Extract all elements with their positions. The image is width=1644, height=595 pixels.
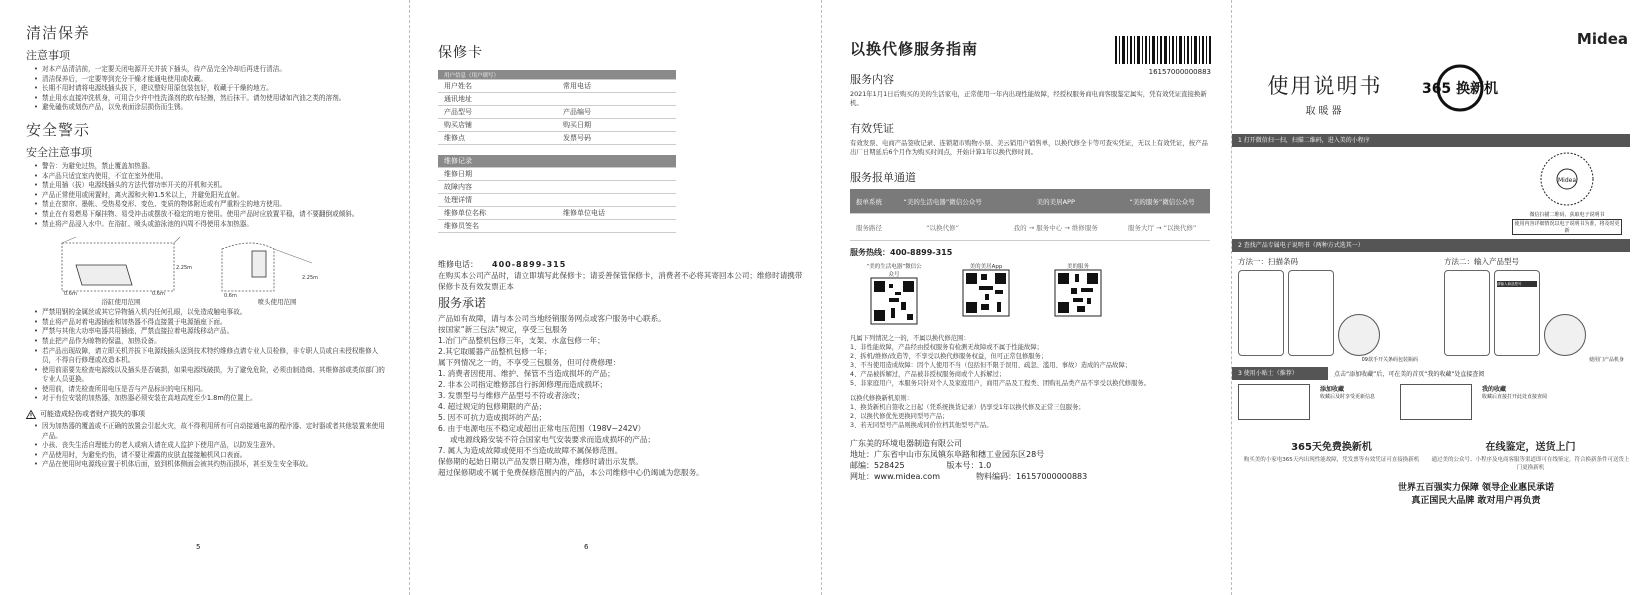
barcode-graphic — [1115, 36, 1211, 64]
list-item: • 严禁与其他大功率电器共用插座，严禁直接拉着电源线移动产品。 — [36, 327, 391, 337]
bathroom-diagrams — [56, 235, 391, 306]
step-3-hint: 点击“添加收藏”后，可在美的首页“我的收藏”处直接查阅 — [1334, 371, 1485, 378]
field-label — [557, 168, 676, 181]
table-row — [438, 220, 676, 233]
hotline-number: 400-8899-315 — [492, 260, 567, 269]
slogan-line: 世界五百强实力保障 领导企业惠民承诺 — [1397, 483, 1555, 493]
svg-text:365 换新机: 365 换新机 — [1421, 81, 1499, 97]
service-content-text: 2021年1月1日后购买的美的生活家电，正常使用一年内出现性能故障，经授权服务商电商客服鉴定属实，凭有效凭证直接换新机。 — [850, 90, 1207, 107]
safety-list-2 — [26, 308, 391, 404]
service-channel-table — [850, 189, 1210, 241]
cleaning-notes-heading: 注意事项 — [26, 49, 70, 62]
field-label — [557, 194, 676, 207]
list-item: • 小孩、丧失生活自理能力的老人或病人请在成人监护下使用产品，以防发生意外。 — [36, 441, 391, 451]
list-item: 5、非家庭用户，本服务只针对个人及家庭用户，商用产品及工程类、团购礼品类产品不享受以换代修服务。 — [850, 380, 1150, 387]
table-row — [438, 207, 676, 220]
list-item: • 禁止将产品浸入水中。在浴缸、喷头或游泳池的四周不得使用本加热器。 — [36, 220, 391, 230]
exchange-rules-list — [850, 403, 1211, 430]
warning-title: 可能造成轻伤或者财产损失的事项 — [40, 410, 145, 419]
exchange-badge-icon — [1421, 60, 1612, 116]
search-input[interactable]: 请输入商品型号 — [1497, 281, 1537, 287]
list-item: • 警告：为避免过热，禁止覆盖加热器。 — [36, 162, 391, 172]
field-label: 购买日期 — [557, 119, 676, 132]
list-item: • 对于有位安装的加热器，加热器必须安装在高地高度至少1.8m的位置上。 — [36, 394, 391, 404]
favorites-tip — [1232, 380, 1630, 424]
text-line: 3. 发票型号与维修产品型号不符或者涂改； — [438, 391, 585, 400]
dimension-label: 0.6m — [64, 291, 77, 298]
field-label: 常用电话 — [557, 80, 676, 93]
safety-title: 安全警示 — [26, 120, 91, 139]
repair-hotline — [438, 259, 803, 270]
step-3-bar: 3 使用小贴士（推荐） — [1232, 367, 1328, 380]
list-item: • 产品正常使用或闲置时，离火源和火种1.5米以上，并避免阳光直射。 — [36, 191, 391, 201]
qr-wechat-life — [866, 262, 922, 326]
list-item: 2、拆机/维修/改造等，不享受以换代修服务权益，但可正常包修服务； — [850, 353, 1048, 360]
qr-code-row — [866, 262, 1211, 326]
benefits — [1232, 438, 1630, 472]
text-line: 6. 由于电源电压不稳定或超出正常电压范围（198V~242V） — [438, 424, 646, 433]
step-1-content — [1232, 147, 1630, 235]
field-label: 产品型号 — [438, 106, 557, 119]
list-item: • 清洁保养后，一定要等到充分干燥才能通电使用或收藏。 — [36, 75, 391, 85]
list-item: • 若产品出现故障，请立即关机并拔下电源线插头送到技术特约维修点请专业人员检修，非专职人员或自未授权维修人员，不得自行修理或改造本机。 — [36, 347, 391, 366]
qr-caption: 使用内容详细情况以电子说明书为准，将及时更新 — [1512, 219, 1622, 235]
page-number: 5 — [196, 543, 201, 551]
qr-label: 美的美居App — [969, 264, 1003, 270]
company-name: 广东美的环境电器制造有限公司 — [850, 439, 962, 448]
company-address: 地址：广东省中山市东凤镇东阜路和穗工业园东区28号 — [850, 450, 1045, 459]
list-item: • 产品使用时，为避免灼伤，请不要让裸露的皮肤直接接触机风口表面。 — [36, 451, 391, 461]
list-item: 3、不当使用造成故障：因个人使用不当（包括但不限于误用、疏忽、滥用、事故）造成的产品故障； — [850, 362, 1132, 369]
shower-diagram — [212, 235, 342, 306]
text-line: 2. 非本公司指定维修部自行拆卸修理而造成损坏； — [438, 380, 608, 389]
field-label: 用户姓名 — [438, 80, 557, 93]
magnifier-icon — [1338, 314, 1380, 356]
service-promise-text — [438, 313, 803, 478]
field-label: 维修点 — [438, 132, 557, 145]
field-label: 产品编号 — [557, 106, 676, 119]
list-item: • 禁止用插（拔）电源线插头的方法代替功率开关的开机和关机。 — [36, 181, 391, 191]
field-label: 发票号码 — [557, 132, 676, 145]
service-promise-title: 服务承诺 — [438, 296, 487, 310]
list-item: • 禁止把产品作为晾物的保温，加热设备。 — [36, 337, 391, 347]
benefit-delivery — [1431, 438, 1630, 472]
manual-title: 使用说明书 — [1267, 74, 1383, 98]
section-heading: 服务内容 — [850, 73, 894, 86]
text-line: 按国家“新三包法”规定，享受三包服务 — [438, 325, 568, 334]
cover-title-block — [1240, 70, 1410, 117]
service-hotline: 服务热线：400-8899-315 — [850, 248, 953, 257]
text-line: 属下列情况之一的，不享受三包服务，但可付费修理： — [438, 358, 621, 367]
qr-code-icon — [871, 278, 917, 324]
table-header: “美的服务”微信公众号 — [1114, 189, 1210, 214]
repair-record-table — [438, 155, 676, 233]
midea-logo: Midea — [1576, 30, 1628, 48]
qr-label: “美的生活电器”微信公众号 — [866, 264, 922, 278]
valid-proof-text: 有效发票、电商产品签收记录、连锁超市购物小票、美云销用户销售单，以换代修全卡等可查实凭证，无以上有效凭证，按产品出厂日期延后6个月作为购买时间点，开始计算1年以换代修时间。 — [850, 139, 1208, 156]
field-label: 维修单位电话 — [557, 207, 676, 220]
fav-sub: 收藏后及时享受更新信息 — [1320, 394, 1376, 400]
fav-sub: 收藏后直接打开此处直接查阅 — [1482, 394, 1548, 400]
step-2-bar: 2 查找产品专属电子说明书（两种方式选其一） — [1232, 239, 1630, 252]
page-cleaning-safety — [0, 0, 410, 595]
list-item: 2、以换代修优先更换同型号产品； — [850, 413, 949, 420]
list-item: • 严禁用钢的金属丝或其它异物插入机内任何孔眼，以免造成触电事故。 — [36, 308, 391, 318]
text-line: 超过保修期或不属于免费保修范围内的产品，本公司维修中心仍竭诚为您服务。 — [438, 468, 704, 477]
phone-screen — [1238, 270, 1284, 356]
list-item: 1、换货新机自签收之日起（凭系统换货记录）仍享受1年以换代修及正常三包服务； — [850, 404, 1085, 411]
mini-program-code — [1512, 151, 1622, 235]
page-number: 6 — [584, 543, 589, 551]
qr-label: 美的服务 — [1066, 264, 1089, 270]
step-3-row — [1232, 367, 1630, 380]
qr-code-icon — [1055, 270, 1101, 316]
cleaning-title: 清洁保养 — [26, 24, 91, 42]
table-cell: “以换代修” — [888, 214, 997, 241]
section-heading: 有效凭证 — [850, 122, 894, 135]
method-label: 方法二：输入产品型号 — [1444, 257, 1519, 266]
field-label: 故障内容 — [438, 181, 557, 194]
text-line: 产品如有故障，请与本公司当地经销服务网点或客户服务中心联系。 — [438, 314, 666, 323]
list-item: • 使用前需要先检查电源线以及插头是否破损，如果电源线破损，为了避免危险，必须由制造商、其维修部或类似部门的专业人员更换。 — [36, 366, 391, 385]
table-cell: 我的 → 服务中心 → 维修服务 — [997, 214, 1114, 241]
field-label: 维修单位名称 — [438, 207, 557, 220]
text-line: 或电源线路安装不符合国家电气安装要求而造成损坏的产品； — [450, 435, 656, 444]
table-row — [438, 168, 676, 181]
list-item: • 禁止将产品对着电源插座和加热器不得直接置于电源插座下面。 — [36, 318, 391, 328]
field-label: 通讯地址 — [438, 93, 557, 106]
benefit-sub: 通过美的公众号、小程序及电商客服等渠道即可在线鉴定，符合换新条件可送货上门更换新机 — [1431, 457, 1630, 471]
heater-image — [1238, 384, 1310, 420]
position-note: 使用门产品机身 — [1588, 357, 1624, 363]
excluded-cases-list — [850, 343, 1211, 388]
website: 网址：www.midea.com — [850, 472, 940, 481]
field-label — [557, 93, 676, 106]
dimension-label: 0.6m — [224, 293, 237, 300]
field-label: 维修员签名 — [438, 220, 557, 233]
qr-midea-service — [1050, 262, 1106, 326]
qr-code-icon — [963, 270, 1009, 316]
step-section — [1232, 134, 1630, 508]
field-label — [557, 220, 676, 233]
phone-screen — [1444, 270, 1490, 356]
list-item: • 对本产品清洁前，一定要关闭电源开关并拔下插头，待产品完全冷却后再进行清洁。 — [36, 65, 391, 75]
warning-heading — [26, 409, 391, 419]
postcode: 邮编：528425 — [850, 461, 905, 470]
shower-illustration — [212, 235, 342, 300]
fav-label: 添加收藏 — [1320, 386, 1345, 393]
phone-screen — [1494, 270, 1540, 356]
table-row — [438, 132, 676, 145]
table-header: 报单系统 — [850, 189, 888, 214]
page-warranty-card — [410, 0, 822, 595]
user-info-table — [438, 70, 676, 145]
list-item: • 产品在使用时电源线应置于机体后面，放到机体侧面会被其灼热而损坏，甚至发生安全事故。 — [36, 460, 391, 470]
scan-illustration — [1238, 270, 1418, 356]
table-cell: 服务大厅 → “以换代修” — [1114, 214, 1210, 241]
table-header: 美的美居APP — [997, 189, 1114, 214]
barcode — [1101, 36, 1211, 76]
cleaning-list — [26, 65, 391, 113]
bathtub-illustration — [56, 235, 193, 298]
hotline-label: 维修电话： — [438, 260, 478, 269]
list-item: • 禁止在窗帘、墨帐、受热易变形、变色、变质的物体附近或有严重粉尘的地方使用。 — [36, 200, 391, 210]
phone-screen — [1288, 270, 1334, 356]
warranty-note: 在购买本公司产品时，请立即填写此保修卡；请妥善保管保修卡，消费者不必将其寄回本公司；维修时请携带保修卡及有效发票正本 — [438, 271, 803, 291]
table-header: “美的生活电器”微信公众号 — [888, 189, 997, 214]
method-input — [1444, 256, 1624, 363]
section-heading: 服务报单通道 — [850, 171, 916, 184]
step-2-methods — [1232, 252, 1630, 363]
field-label: 处理详情 — [438, 194, 557, 207]
exchange-title: 以换代修服务指南 — [850, 40, 979, 58]
field-label: 维修日期 — [438, 168, 557, 181]
field-label — [557, 181, 676, 194]
method-label: 方法一：扫描条码 — [1238, 257, 1298, 266]
text-line: 7. 属人为造成故障或使用不当造成故障不属保修范围。 — [438, 446, 623, 455]
benefit-title: 在线鉴定，送货上门 — [1485, 442, 1576, 453]
excluded-cases-title: 凡属下列情况之一的，不属以换代修范围： — [850, 335, 970, 342]
input-illustration — [1444, 270, 1624, 356]
exchange-rules-title: 以换代修换新机原则： — [850, 395, 913, 402]
text-line: 5. 因不可抗力造成损坏的产品； — [438, 413, 547, 422]
benefit-title: 365天免费换新机 — [1291, 442, 1372, 453]
list-item: • 禁止用水直接冲洗机身，可用合少许中性洗涤剂的软布轻擦，然后抹干。请勿使用诸如汽油之类的溶剂。 — [36, 94, 391, 104]
table-row — [850, 214, 1210, 241]
slogan-line: 真正国民大品牌 敢对用户再负责 — [1411, 496, 1541, 506]
magnifier-icon — [1544, 314, 1586, 356]
table-row — [438, 181, 676, 194]
barcode-number: 16157000000883 — [1148, 68, 1211, 76]
user-info-header: 用户信息（用户填写） — [438, 70, 676, 80]
warning-triangle-icon — [26, 410, 36, 419]
text-line: 保修期的起始日期以产品发票日期为准，维修时请出示发票。 — [438, 457, 644, 466]
page-cover — [1232, 0, 1644, 595]
table-cell: 服务路径 — [850, 214, 888, 241]
text-line: 1. 消费者因使用、维护、保管不当造成损坏的产品； — [438, 369, 615, 378]
dimension-label: 0.6m — [152, 291, 165, 298]
field-label: 购买店铺 — [438, 119, 557, 132]
table-row — [438, 80, 676, 93]
benefit-sub: 购买美的小家电365天内出现性能故障，凭发票等有效凭证可直接换新机 — [1243, 457, 1420, 463]
step-1-bar: 1 打开微信扫一扫，扫描二维码，进入美的小程序 — [1232, 134, 1630, 147]
qr-meiju-app — [958, 262, 1014, 326]
safety-list — [26, 162, 391, 229]
list-item: 3、若无同型号产品则换成同价位档其他型号产品。 — [850, 422, 993, 429]
product-name: 取暖器 — [1305, 106, 1345, 117]
slogan — [1322, 482, 1630, 508]
qr-caption: 微信扫描二维码，获取电子说明书 — [1529, 212, 1605, 218]
dimension-label: 2.25m — [176, 265, 193, 272]
list-item: • 避免磕伤或划伤产品，以免表面涂层损伤而生锈。 — [36, 103, 391, 113]
list-item: 4、产品被拆解过，产品被非授权服务商或个人拆解过； — [850, 371, 1006, 378]
repair-record-header: 维修记录 — [438, 155, 676, 168]
list-item: • 使用前，请先检查所用电压是否与产品标识的电压相同。 — [36, 385, 391, 395]
company-info — [850, 438, 1211, 482]
bathtub-caption: 浴缸使用范围 — [101, 298, 141, 307]
svg-text:Midea: Midea — [1557, 177, 1577, 184]
badge-365 — [1421, 60, 1612, 116]
benefit-exchange — [1232, 438, 1431, 472]
add-favorite-tip — [1320, 384, 1390, 420]
heater-image — [1400, 384, 1472, 420]
list-item: • 长期不用时请将电源线插头拔下，建议整好用原包装包好，收藏于干燥的地方。 — [36, 84, 391, 94]
method-scan — [1238, 256, 1418, 363]
text-line: 2.其它取暖器产品整机包修一年； — [438, 347, 552, 356]
list-item: 1、非性能故障，产品经由授权服务有检测无故障或不属于性能故障； — [850, 344, 1043, 351]
shower-caption: 喷头使用范围 — [257, 298, 297, 307]
table-row — [438, 119, 676, 132]
list-item: • 因为加热器的覆盖或不正确的放置会引起火灾，故不得利用所有可自动接通电源的程序器、定时器或者其他装置来使用产品。 — [36, 422, 391, 441]
text-line: 4. 超过规定的包修期限的产品； — [438, 402, 547, 411]
list-item: • 禁止在有易燃易下爆挂物、易受冲击或摆放不稳定的地方使用。使用产品时应放置平稳，请不要翻倒或倾斜。 — [36, 210, 391, 220]
table-row — [438, 93, 676, 106]
mini-program-qr-icon — [1539, 151, 1595, 207]
version: 版本号：1.0 — [946, 461, 992, 470]
table-row — [438, 106, 676, 119]
dimension-label: 2.25m — [302, 275, 319, 282]
safety-notes-heading: 安全注意事项 — [26, 145, 92, 159]
page-exchange-service — [822, 0, 1232, 595]
my-favorite-tip — [1482, 384, 1552, 420]
warning-list — [26, 422, 391, 470]
text-line: 1.冶门产品整机包修三年，支架、水盒包修一年； — [438, 336, 605, 345]
fav-label: 我的收藏 — [1482, 386, 1507, 393]
bathtub-diagram — [56, 235, 193, 307]
list-item: • 本产品只适宜室内使用，不宜在室外使用。 — [36, 172, 391, 182]
position-note: 09款手开关条码包装瓶码 — [1361, 357, 1418, 363]
table-row — [438, 194, 676, 207]
material-code: 物料编码：16157000000883 — [975, 472, 1088, 481]
warranty-title: 保修卡 — [438, 45, 483, 61]
